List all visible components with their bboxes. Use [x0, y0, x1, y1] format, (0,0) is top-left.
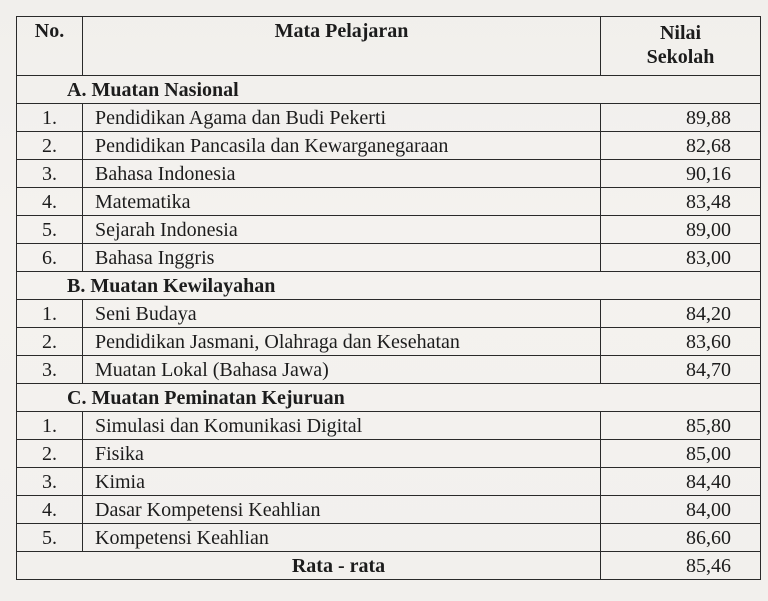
row-number: 3.: [17, 160, 83, 188]
school-score: 89,88: [601, 104, 761, 132]
school-score: 83,48: [601, 188, 761, 216]
section-header-row: [17, 384, 761, 412]
row-number: 6.: [17, 244, 83, 272]
school-score: 85,00: [601, 440, 761, 468]
header-score: [601, 17, 761, 76]
header-no: No.: [17, 17, 83, 76]
school-score: 86,60: [601, 524, 761, 552]
school-score: 82,68: [601, 132, 761, 160]
table-row: [17, 496, 761, 524]
section-empty-cell: [601, 384, 761, 412]
row-number: 5.: [17, 524, 83, 552]
subject-name: Seni Budaya: [83, 300, 601, 328]
subject-name: Pendidikan Agama dan Budi Pekerti: [83, 104, 601, 132]
subject-name: Fisika: [83, 440, 601, 468]
header-score-line2: Sekolah: [646, 46, 715, 68]
table-row: [17, 412, 761, 440]
row-number: 2.: [17, 132, 83, 160]
row-number: 2.: [17, 440, 83, 468]
subject-name: Kimia: [83, 468, 601, 496]
subject-name: Simulasi dan Komunikasi Digital: [83, 412, 601, 440]
table-row: [17, 188, 761, 216]
row-number: 1.: [17, 300, 83, 328]
school-score: 85,80: [601, 412, 761, 440]
average-label: Rata - rata: [17, 552, 601, 580]
school-score: 89,00: [601, 216, 761, 244]
section-header-row: [17, 76, 761, 104]
school-score: 84,00: [601, 496, 761, 524]
table-row: [17, 244, 761, 272]
header-subject: Mata Pelajaran: [83, 17, 601, 76]
table-row: [17, 524, 761, 552]
section-header-row: [17, 272, 761, 300]
table-row: [17, 356, 761, 384]
row-number: 1.: [17, 104, 83, 132]
school-score: 84,20: [601, 300, 761, 328]
average-row: [17, 552, 761, 580]
subject-name: Sejarah Indonesia: [83, 216, 601, 244]
school-score: 83,00: [601, 244, 761, 272]
subject-name: Pendidikan Pancasila dan Kewarganegaraan: [83, 132, 601, 160]
table-header-row: [17, 17, 761, 76]
section-title: C. Muatan Peminatan Kejuruan: [17, 384, 601, 412]
section-empty-cell: [601, 76, 761, 104]
table-row: [17, 132, 761, 160]
subject-name: Muatan Lokal (Bahasa Jawa): [83, 356, 601, 384]
table-row: [17, 468, 761, 496]
table-row: [17, 328, 761, 356]
header-score-line1: Nilai: [659, 22, 702, 44]
table-row: [17, 300, 761, 328]
subject-name: Matematika: [83, 188, 601, 216]
school-score: 83,60: [601, 328, 761, 356]
row-number: 4.: [17, 496, 83, 524]
row-number: 4.: [17, 188, 83, 216]
section-title: B. Muatan Kewilayahan: [17, 272, 601, 300]
grades-table: [16, 16, 761, 580]
row-number: 2.: [17, 328, 83, 356]
section-title: A. Muatan Nasional: [17, 76, 601, 104]
school-score: 84,40: [601, 468, 761, 496]
subject-name: Bahasa Inggris: [83, 244, 601, 272]
table-row: [17, 440, 761, 468]
section-empty-cell: [601, 272, 761, 300]
table-row: [17, 160, 761, 188]
row-number: 3.: [17, 468, 83, 496]
school-score: 84,70: [601, 356, 761, 384]
table-row: [17, 104, 761, 132]
subject-name: Kompetensi Keahlian: [83, 524, 601, 552]
row-number: 1.: [17, 412, 83, 440]
school-score: 90,16: [601, 160, 761, 188]
subject-name: Bahasa Indonesia: [83, 160, 601, 188]
row-number: 3.: [17, 356, 83, 384]
row-number: 5.: [17, 216, 83, 244]
table-row: [17, 216, 761, 244]
average-score: 85,46: [601, 552, 761, 580]
subject-name: Dasar Kompetensi Keahlian: [83, 496, 601, 524]
subject-name: Pendidikan Jasmani, Olahraga dan Kesehatan: [83, 328, 601, 356]
